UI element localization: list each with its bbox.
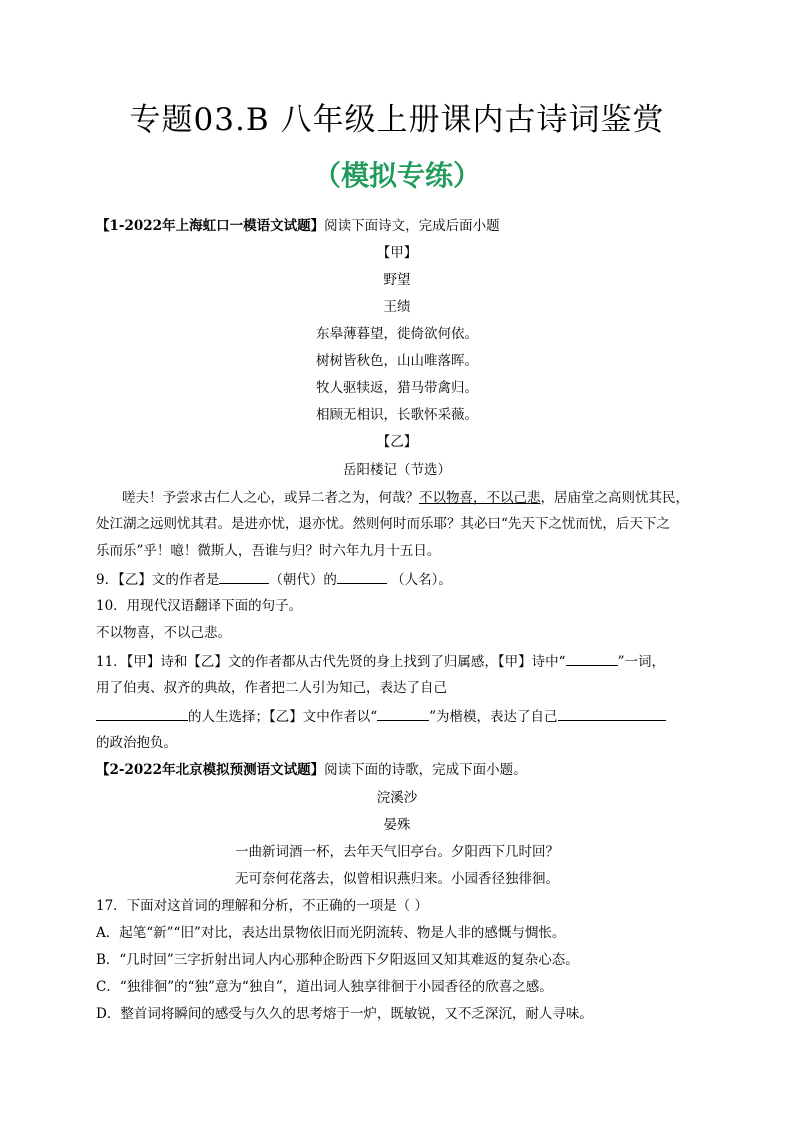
poem-author: 王绩 [383, 299, 411, 315]
q1-source: 【1-2022年上海虹口一模语文试题】 [96, 218, 325, 234]
prose-text: ，居庙堂之高则忧其民， [540, 490, 689, 506]
prose-paragraph-line: 处江湖之远则忧其君。是进亦忧，退亦忧。然则何时而乐耶？其必曰“先天下之忧而忧，后天下之 [96, 516, 670, 532]
option-c: C．“独徘徊”的“独”意为“独自”，道出词人独享徘徊于小园香径的欣喜之感。 [96, 979, 553, 995]
answer-blank[interactable] [377, 706, 429, 721]
underlined-sentence: 不以物喜，不以己悲 [419, 490, 541, 506]
ci-line: 无可奈何花落去，似曾相识燕归来。小园香径独徘徊。 [235, 871, 559, 887]
poem-line: 牧人驱犊返，猎马带禽归。 [316, 380, 478, 396]
question-10: 10．用现代汉语翻译下面的句子。 [96, 598, 303, 614]
q1-instruction: 阅读下面诗文，完成后面小题 [324, 218, 500, 234]
question-10-sentence: 不以物喜，不以己悲。 [96, 625, 231, 641]
answer-blank[interactable] [96, 706, 188, 721]
poem-line: 树树皆秋色，山山唯落晖。 [316, 353, 478, 369]
answer-blank[interactable] [558, 706, 666, 721]
question-11-line1 [96, 651, 665, 672]
option-a: A．起笔“新”“旧”对比，表达出景物依旧而光阴流转、物是人非的感慨与惆怅。 [96, 925, 566, 941]
ci-author: 晏殊 [383, 817, 411, 833]
poem-line: 相顾无相识，长歌怀采薇。 [316, 407, 478, 423]
q9-text: （人名）。 [386, 572, 452, 588]
question-11-line4: 的政治抱负。 [96, 735, 177, 751]
q1-header [96, 216, 500, 236]
q2-source: 【2-2022年北京模拟预测语文试题】 [96, 762, 325, 778]
jia-label: 【甲】 [376, 245, 418, 261]
yi-label: 【乙】 [376, 434, 418, 450]
q9-text: （朝代）的 [269, 572, 337, 588]
question-11-line2: 用了伯夷、叔齐的典故，作者把二人引为知己，表达了自己 [96, 680, 447, 696]
prose-paragraph-line [122, 488, 689, 508]
answer-blank[interactable] [337, 569, 387, 584]
option-b: B．“几时回”三字折射出词人内心那种企盼西下夕阳返回又知其难返的复杂心态。 [96, 952, 579, 968]
q11-text: 的人生选择；【乙】文中作者以“ [188, 709, 378, 725]
q11-text: ”一词， [617, 654, 665, 670]
q2-header [96, 760, 527, 780]
q2-instruction: 阅读下面的诗歌，完成下面小题。 [324, 762, 527, 778]
question-9 [96, 569, 452, 590]
prose-paragraph-line: 乐而乐”乎！噫！微斯人，吾谁与归？时六年九月十五日。 [96, 543, 441, 559]
ci-line: 一曲新词酒一杯，去年天气旧亭台。夕阳西下几时回？ [235, 844, 559, 860]
page-title: 专题03.B 八年级上册课内古诗词鉴赏 [129, 102, 665, 138]
poem-line: 东皋薄暮望，徙倚欲何依。 [316, 326, 478, 342]
q11-text: 11．【甲】诗和【乙】文的作者都从古代先贤的身上找到了归属感，【甲】诗中“ [96, 654, 566, 670]
question-17: 17．下面对这首词的理解和分析，不正确的一项是（ ） [96, 898, 428, 914]
poem-title: 野望 [383, 272, 411, 288]
prose-text: 嗟夫！予尝求古仁人之心，或异二者之为，何哉？ [122, 490, 419, 506]
option-d: D．整首词将瞬间的感受与久久的思考熔于一炉，既敏锐，又不乏深沉，耐人寻味。 [96, 1006, 593, 1022]
answer-blank[interactable] [566, 651, 618, 666]
q11-text: ”为楷模，表达了自己 [429, 709, 558, 725]
answer-blank[interactable] [219, 569, 269, 584]
ci-title: 浣溪沙 [376, 790, 418, 806]
q9-text: 9．【乙】文的作者是 [96, 572, 220, 588]
page-subtitle: （模拟专练） [312, 159, 481, 192]
question-11-line3 [96, 706, 666, 727]
prose-title: 岳阳楼记（节选） [343, 462, 451, 478]
